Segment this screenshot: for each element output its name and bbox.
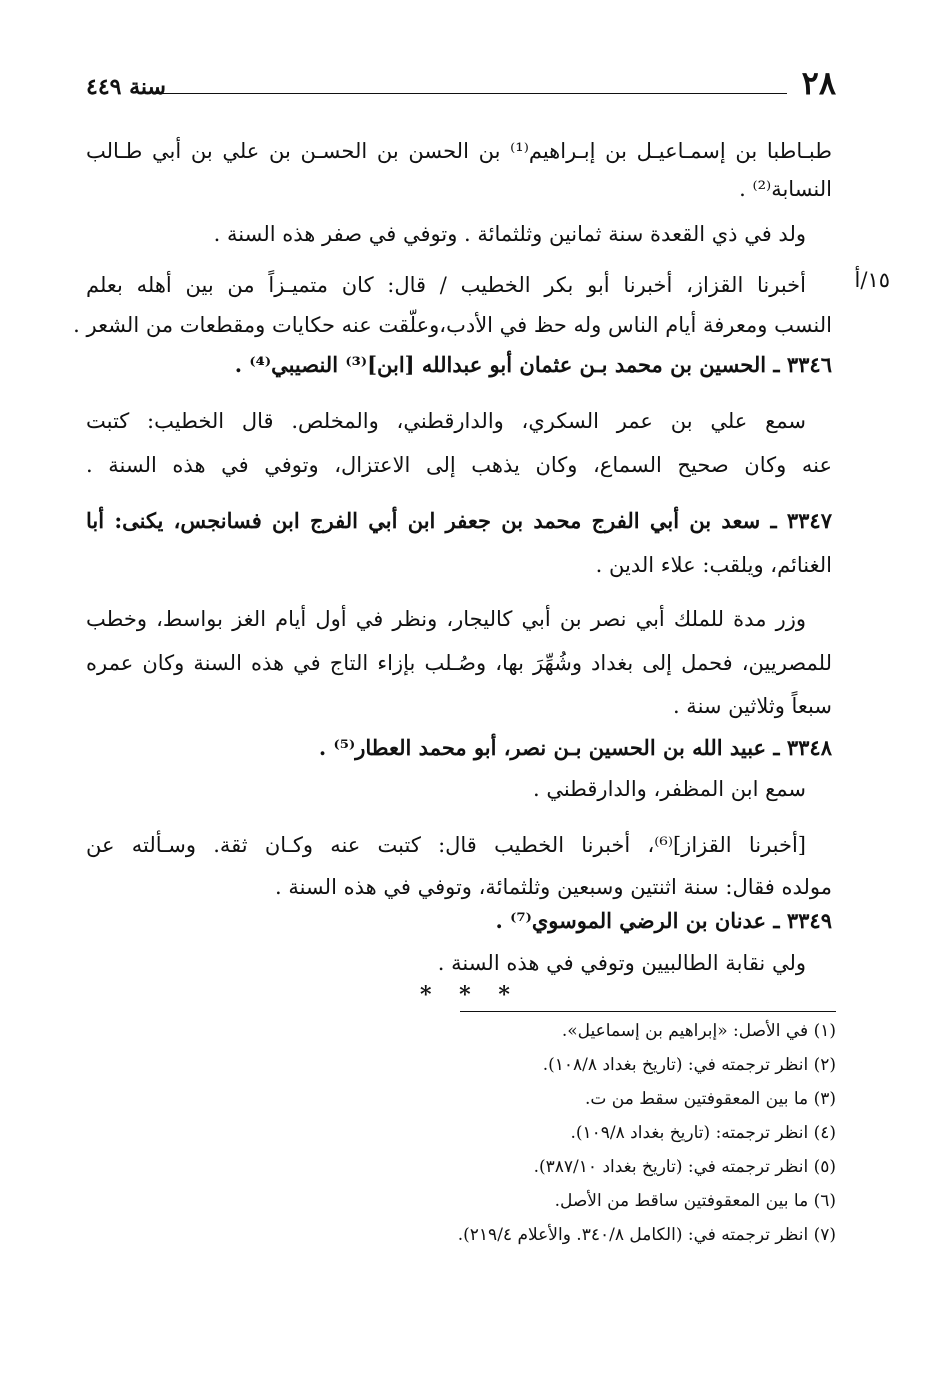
entry-heading-3346: ٣٣٤٦ ـ الحسين بن محمد بـن عثمان أبو عبدالله [ابن]⁽³⁾ النصيبي⁽⁴⁾ . [234,352,832,377]
footnote: (١) في الأصل: «إبراهيم بن إسماعيل». [561,1021,836,1041]
body-line: ولد في ذي القعدة سنة ثمانين وثلثمائة . وتوفي في صفر هذه السنة . [213,222,806,246]
body-line: [أخبرنا القزاز]⁽⁶⁾، أخبرنا الخطيب قال: كتبت عنه وكـان ثقة. وسـألته عن [86,833,806,857]
body-line: النسابة⁽²⁾ . [739,177,832,201]
manuscript-folio-note: ١٥/أ [854,268,890,292]
body-line: سبعاً وثلاثين سنة . [672,694,832,718]
body-line: طبـاطبا بن إسمـاعيـل بن إبـراهيم⁽¹⁾ بن الحسن بن الحسـن بن علي بن أبي طـالب [86,139,832,163]
body-line: أخبرنا القزاز، أخبرنا أبو بكر الخطيب / قال: كان متميـزاً من بين أهله بعلم [86,273,806,297]
body-line: الغنائم، ويلقب: علاء الدين . [595,553,832,577]
footnote: (٤) انظر ترجمته: (تاريخ بغداد ١٠٩/٨). [570,1123,836,1143]
body-line: للمصريين، فحمل إلى بغداد وشُهِّرَ بها، وصُـلب بإزاء التاج في هذه السنة وكان عمره [86,651,832,675]
body-line: سمع ابن المظفر، والدارقطني . [532,777,806,801]
entry-heading-3349: ٣٣٤٩ ـ عدنان بن الرضي الموسوي⁽⁷⁾ . [495,908,832,933]
footnote: (٢) انظر ترجمته في: (تاريخ بغداد ١٠٨/٨). [542,1055,836,1075]
entry-heading-3347: ٣٣٤٧ ـ سعد بن أبي الفرج محمد بن جعفر ابن أبي الفرج ابن فسانجس، يكنى: أبا [86,508,832,533]
body-line: عنه وكان صحيح السماع، وكان يذهب إلى الاعتزال، وتوفي في هذه السنة . [86,453,832,477]
body-line: النسب ومعرفة أيام الناس وله حظ في الأدب،وعلّقت عنه حكايات ومقطعات من الشعر . [73,313,832,337]
footnote: (٣) ما بين المعقوفتين سقط من ت. [584,1089,836,1109]
entry-heading-3348: ٣٣٤٨ ـ عبيد الله بن الحسين بـن نصر، أبو محمد العطار⁽⁵⁾ . [318,735,832,760]
year-title: سنة ٤٤٩ [86,74,166,100]
footnote: (٧) انظر ترجمته في: (الكامل ٣٤٠/٨. والأعلام ٢١٩/٤). [457,1225,836,1245]
body-line: ولي نقابة الطالبيين وتوفي في هذه السنة . [437,951,806,975]
footnote: (٥) انظر ترجمته في: (تاريخ بغداد ٣٨٧/١٠). [533,1157,836,1177]
page-number: ٢٨ [801,64,836,102]
body-line: مولده فقال: سنة اثنتين وسبعين وثلثمائة، وتوفي في هذه السنة . [274,875,832,899]
body-line: وزر مدة للملك أبي نصر بن أبي كاليجار، ونظر في أول أيام الغز بواسط، وخطب [86,607,806,631]
footnote: (٦) ما بين المعقوفتين ساقط من الأصل. [554,1191,836,1211]
footnote-rule [460,1011,836,1012]
body-line: سمع علي بن عمر السكري، والدارقطني، والمخلص. قال الخطيب: كتبت [86,409,806,433]
header-rule [152,93,787,94]
section-separator: * * * [420,982,520,1008]
